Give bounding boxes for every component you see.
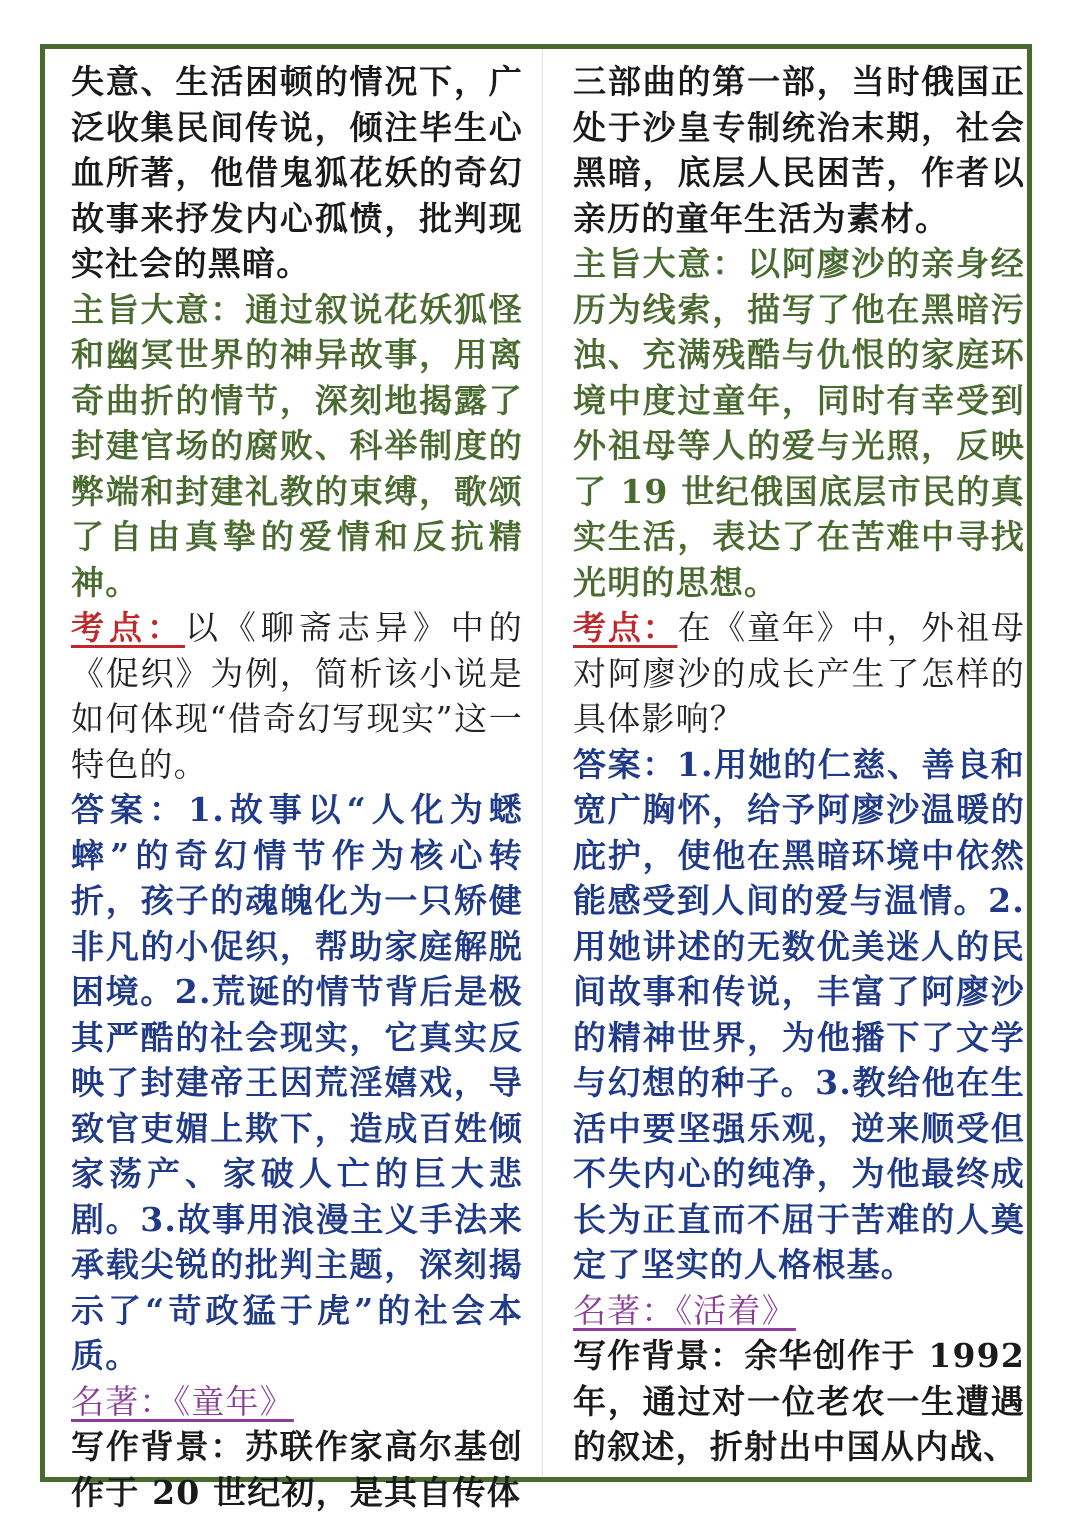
right-column	[573, 59, 1025, 1470]
right-answer-text: 1.用她的仁慈、善良和宽广胸怀，给予阿廖沙温暖的庇护，使他在黑暗环境中依然能感受到人间的爱与温情。2.用她讲述的无数优美迷人的民间故事和传说，丰富了阿廖沙的精神世界，为他播下了文学与幻想的种子。3.教给他在生活中要坚强乐观，逆来顺受但不失内心的纯净，为他最终成长为正直而不屈于苦难的人奠定了坚实的人格根基。	[573, 744, 1025, 1284]
right-book-title: 名著：《活着》	[573, 1290, 796, 1330]
right-theme-label: 主旨大意：	[573, 244, 748, 283]
left-exam-label: 考点：	[71, 608, 185, 647]
left-answer-text: 1.故事以“人化为蟋蟀”的奇幻情节作为核心转折，孩子的魂魄化为一只矫健非凡的小促织，帮助家庭解脱困境。2.荒诞的情节背后是极其严酷的社会现实，它真实反映了封建帝王因荒淫嬉戏，导致官吏媚上欺下，造成百姓倾家荡产、家破人亡的巨大悲剧。3.故事用浪漫主义手法来承载尖锐的批判主题，深刻揭示了“苛政猛于虎”的社会本质。	[71, 790, 523, 1375]
right-answer-paragraph	[573, 742, 1025, 1288]
left-column	[71, 59, 523, 1515]
right-background-text: 余华创作于 1992 年，通过对一位老农一生遭遇的叙述，折射出中国从内战、	[573, 1336, 1026, 1466]
right-exam-label: 考点：	[573, 608, 678, 647]
left-background-text: 苏联作家高尔基创作于 20 世纪初，是其自传体	[71, 1427, 524, 1512]
right-book-title-line	[573, 1288, 1025, 1334]
right-theme-paragraph	[573, 241, 1025, 605]
right-intro-paragraph: 三部曲的第一部，当时俄国正处于沙皇专制统治末期，社会黑暗，底层人民困苦，作者以亲历的童年生活为素材。	[573, 62, 1025, 238]
left-theme-paragraph	[71, 287, 523, 606]
left-background-paragraph	[71, 1424, 523, 1515]
left-book-title-line	[71, 1379, 523, 1425]
left-book-title: 名著：《童年》	[71, 1381, 294, 1421]
right-exam-question: 在《童年》中，外祖母对阿廖沙的成长产生了怎样的具体影响？	[573, 608, 1025, 738]
right-background-label: 写作背景：	[573, 1336, 745, 1375]
left-answer-label: 答案：	[71, 790, 189, 829]
left-exam-question: 以《聊斋志异》中的《促织》为例，简析该小说是如何体现“借奇幻写现实”这一特色的。	[71, 608, 523, 784]
left-theme-text: 通过叙说花妖狐怪和幽冥世界的神异故事，用离奇曲折的情节，深刻地揭露了封建官场的腐败、科举制度的弊端和封建礼教的束缚，歌颂了自由真挚的爱情和反抗精神。	[71, 289, 524, 602]
left-answer-paragraph	[71, 787, 523, 1379]
left-intro-paragraph: 失意、生活困顿的情况下，广泛收集民间传说，倾注毕生心血所著，他借鬼狐花妖的奇幻故事来抒发内心孤愤，批判现实社会的黑暗。	[71, 62, 523, 283]
right-background-paragraph	[573, 1333, 1025, 1470]
right-theme-text: 以阿廖沙的亲身经历为线索，描写了他在黑暗污浊、充满残酷与仇恨的家庭环境中度过童年，同时有幸受到外祖母等人的爱与光照，反映了 19 世纪俄国底层市民的真实生活，表达了在苦难中寻找光明的思想。	[573, 244, 1026, 602]
left-theme-label: 主旨大意：	[71, 289, 246, 329]
right-exam-paragraph	[573, 605, 1025, 742]
right-answer-label: 答案：	[573, 744, 677, 784]
left-background-label: 写作背景：	[71, 1427, 246, 1466]
left-exam-paragraph	[71, 605, 523, 787]
page-frame	[40, 44, 1032, 1512]
column-divider	[542, 49, 543, 1477]
